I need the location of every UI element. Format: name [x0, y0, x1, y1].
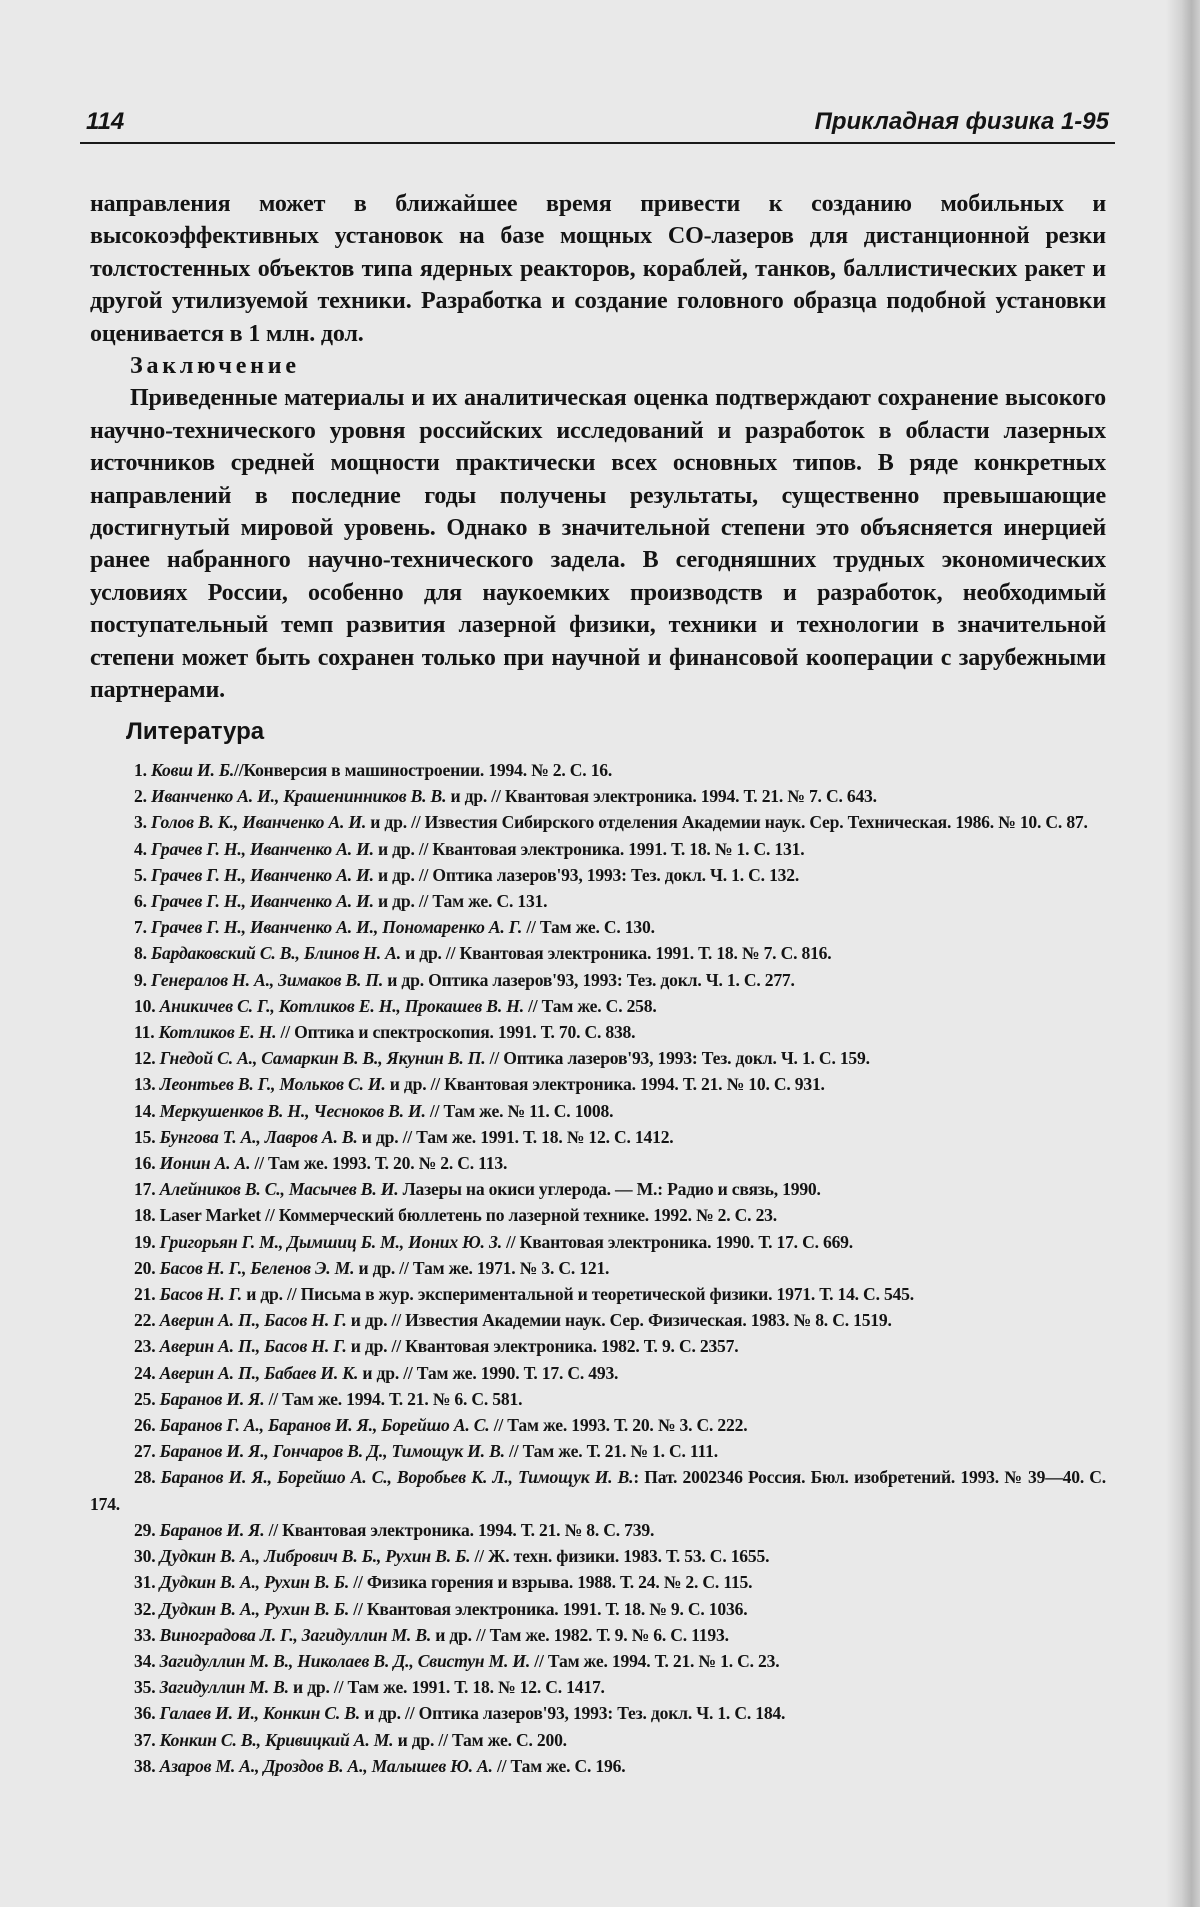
- reference-source: Лазеры на окиси углерода. — М.: Радио и связь, 1990.: [398, 1179, 821, 1200]
- reference-item: [90, 783, 1106, 809]
- reference-authors: Аверин А. П., Басов Н. Г.: [159, 1336, 347, 1357]
- reference-source: // Квантовая электроника. 1990. Т. 17. С. 669.: [501, 1231, 853, 1252]
- reference-item: [90, 1648, 1106, 1674]
- reference-number: 30.: [134, 1546, 156, 1567]
- reference-number: 12.: [134, 1048, 156, 1069]
- reference-item: [90, 1543, 1106, 1569]
- page-edge-shadow: [1166, 0, 1200, 1907]
- reference-authors: Загидуллин М. В.: [159, 1677, 289, 1698]
- reference-item: [90, 1674, 1106, 1700]
- reference-number: 25.: [134, 1388, 156, 1409]
- reference-authors: Грачев Г. Н., Иванченко А. И., Пономаренко А. Г.: [151, 917, 523, 938]
- reference-item: [90, 1464, 1106, 1516]
- reference-number: 17.: [134, 1179, 156, 1200]
- reference-item: [90, 1229, 1106, 1255]
- reference-source: и др. // Письма в жур. экспериментальной и теоретической физики. 1971. Т. 14. С. 545.: [242, 1284, 914, 1305]
- reference-number: 4.: [134, 838, 147, 859]
- reference-authors: Виноградова Л. Г., Загидуллин М. В.: [159, 1624, 432, 1645]
- reference-authors: Григорьян Г. М., Дымшиц Б. М., Ионих Ю. З.: [159, 1231, 502, 1252]
- reference-item: [90, 1412, 1106, 1438]
- reference-item: [90, 1333, 1106, 1359]
- reference-number: 18.: [134, 1205, 156, 1226]
- reference-authors: Иванченко А. И., Крашенинников В. В.: [151, 786, 447, 807]
- reference-number: 33.: [134, 1624, 156, 1645]
- reference-authors: Бардаковский С. В., Блинов Н. А.: [151, 943, 401, 964]
- reference-number: 26.: [134, 1415, 156, 1436]
- reference-authors: Баранов И. Я.: [159, 1519, 265, 1540]
- reference-number: 35.: [134, 1677, 156, 1698]
- reference-number: 19.: [134, 1231, 156, 1252]
- reference-source: // Там же. С. 130.: [522, 917, 655, 938]
- reference-authors: Ковш И. Б.: [151, 760, 235, 780]
- reference-number: 9.: [134, 969, 147, 990]
- reference-item: [90, 1596, 1106, 1622]
- reference-source: //Конверсия в машиностроении. 1994. № 2. С. 16.: [234, 760, 613, 780]
- reference-number: 23.: [134, 1336, 156, 1357]
- reference-number: 6.: [134, 891, 147, 912]
- reference-authors: Аверин А. П., Бабаев И. К.: [159, 1362, 359, 1383]
- reference-number: 13.: [134, 1074, 156, 1095]
- reference-item: [90, 1098, 1106, 1124]
- reference-number: 38.: [134, 1755, 156, 1776]
- reference-number: 1.: [134, 760, 147, 780]
- reference-number: 3.: [134, 812, 147, 833]
- reference-number: 5.: [134, 864, 147, 885]
- reference-number: 27.: [134, 1441, 156, 1462]
- reference-source: и др. // Известия Сибирского отделения Академии наук. Сер. Техническая. 1986. № 10. С. 87.: [366, 812, 1088, 833]
- reference-item: [90, 1019, 1106, 1045]
- reference-source: и др. // Квантовая электроника. 1991. Т. 18. № 7. С. 816.: [400, 943, 832, 964]
- reference-number: 31.: [134, 1572, 156, 1593]
- reference-item: [90, 757, 1106, 783]
- reference-item: [90, 1517, 1106, 1543]
- paragraph-1: направления может в ближайшее время привести к созданию мобильных и высокоэффективных установок на базе мощных CO-лазеров для дистанционной резки толстостенных объектов типа ядерных реакторов, кораблей, танков, баллистических ракет и другой утилизуемой техники. Разработка и создание головного образца подобной установки оценивается в 1 млн. дол.: [90, 191, 1106, 347]
- reference-authors: Меркушенков В. Н., Чесноков В. И.: [159, 1100, 426, 1121]
- reference-source: // Там же. Т. 21. № 1. С. 111.: [504, 1441, 718, 1462]
- reference-authors: Грачев Г. Н., Иванченко А. И.: [151, 891, 374, 912]
- reference-authors: Грачев Г. Н., Иванченко А. И.: [151, 838, 374, 859]
- reference-number: 22.: [134, 1310, 156, 1331]
- reference-item: [90, 1753, 1106, 1779]
- reference-source: и др. // Там же. 1991. Т. 18. № 12. С. 1417.: [288, 1677, 605, 1698]
- reference-authors: Гнедой С. А., Самаркин В. В., Якунин В. П.: [159, 1048, 486, 1069]
- reference-item: [90, 1124, 1106, 1150]
- reference-source: и др. // Оптика лазеров'93, 1993: Тез. докл. Ч. 1. С. 132.: [373, 864, 800, 885]
- reference-item: [90, 862, 1106, 888]
- reference-number: 8.: [134, 943, 147, 964]
- reference-source: и др. // Там же. С. 200.: [393, 1729, 567, 1750]
- reference-source: и др. // Квантовая электроника. 1994. Т. 21. № 7. С. 643.: [446, 786, 877, 807]
- reference-item: [90, 1438, 1106, 1464]
- page-header: [80, 106, 1115, 144]
- reference-number: 10.: [134, 995, 156, 1016]
- reference-authors: Дудкин В. А., Рухин В. Б.: [159, 1572, 350, 1593]
- reference-item: [90, 1700, 1106, 1726]
- reference-source: и др. // Оптика лазеров'93, 1993: Тез. докл. Ч. 1. С. 184.: [360, 1703, 786, 1724]
- paragraph-2: Приведенные материалы и их аналитическая оценка подтверждают сохранение высокого научно-технического уровня российских исследований и разработок в области лазерных источников средней мощности практически всех основных типов. В ряде конкретных направлений в последние годы получены результаты, существенно превышающие достигнутый мировой уровень. Однако в значительной степени это объясняется инерцией ранее набранного научно-технического задела. В сегодняшних трудных экономических условиях России, особенно для наукоемких производств и разработок, необходимый поступательный темп развития лазерной физики, техники и технологии в значительной степени может быть сохранен только при научной и финансовой кооперации с зарубежными партнерами.: [90, 385, 1106, 704]
- reference-number: 2.: [134, 786, 147, 807]
- reference-authors: Аникичев С. Г., Котликов Е. Н., Прокашев В. Н.: [159, 995, 524, 1016]
- reference-source: и др. // Там же. 1982. Т. 9. № 6. С. 1193.: [431, 1624, 729, 1645]
- reference-source: // Квантовая электроника. 1994. Т. 21. № 8. С. 739.: [264, 1519, 655, 1540]
- reference-source: // Ж. техн. физики. 1983. Т. 53. С. 1655.: [470, 1546, 770, 1567]
- reference-item: [90, 914, 1106, 940]
- reference-item: [90, 967, 1106, 993]
- reference-number: 16.: [134, 1153, 156, 1174]
- reference-authors: Голов В. К., Иванченко А. И.: [151, 812, 367, 833]
- reference-item: [90, 1176, 1106, 1202]
- reference-authors: Баранов И. Я., Борейшо А. С., Воробьев К. Л., Тимощук И. В.: [160, 1467, 634, 1488]
- references-list: [90, 757, 1106, 1779]
- reference-item: [90, 1202, 1106, 1228]
- reference-authors: Баранов И. Я.: [159, 1388, 265, 1409]
- body-text: [90, 188, 1106, 707]
- reference-authors: Грачев Г. Н., Иванченко А. И.: [151, 864, 374, 885]
- reference-authors: Азаров М. А., Дроздов В. А., Малышев Ю. А.: [159, 1755, 493, 1776]
- reference-item: [90, 1150, 1106, 1176]
- reference-authors: Басов Н. Г., Беленов Э. М.: [159, 1257, 355, 1278]
- reference-number: 11.: [134, 1022, 155, 1043]
- reference-source: // Оптика и спектроскопия. 1991. Т. 70. С. 838.: [276, 1022, 636, 1043]
- page-number: 114: [86, 108, 125, 135]
- reference-source: // Физика горения и взрыва. 1988. Т. 24. № 2. С. 115.: [349, 1572, 753, 1593]
- reference-source: // Там же. 1993. Т. 20. № 2. С. 113.: [250, 1153, 508, 1174]
- reference-item: [90, 1569, 1106, 1595]
- reference-source: // Оптика лазеров'93, 1993: Тез. докл. Ч. 1. С. 159.: [485, 1048, 870, 1069]
- reference-authors: Галаев И. И., Конкин С. В.: [159, 1703, 361, 1724]
- reference-authors: Загидуллин М. В., Николаев В. Д., Свистун М. И.: [159, 1650, 531, 1671]
- reference-source: : Пат. 2002346 Россия. Бюл. изобретений. 1993. № 39—40. С. 174.: [90, 1467, 1106, 1514]
- reference-item: [90, 940, 1106, 966]
- reference-number: 37.: [134, 1729, 156, 1750]
- reference-number: 34.: [134, 1650, 156, 1671]
- reference-authors: Леонтьев В. Г., Мольков С. И.: [159, 1074, 386, 1095]
- reference-source: // Там же. № 11. С. 1008.: [425, 1100, 614, 1121]
- reference-authors: Бунгова Т. А., Лавров А. В.: [159, 1126, 358, 1147]
- references-title: Литература: [126, 718, 265, 745]
- reference-source: // Там же. С. 196.: [492, 1755, 626, 1776]
- reference-authors: Котликов Е. Н.: [158, 1022, 277, 1043]
- reference-authors: Баранов Г. А., Баранов И. Я., Борейшо А. С.: [159, 1415, 490, 1436]
- reference-item: [90, 1360, 1106, 1386]
- reference-authors: Конкин С. В., Кривицкий А. М.: [159, 1729, 394, 1750]
- reference-number: 32.: [134, 1598, 156, 1619]
- reference-item: [90, 1255, 1106, 1281]
- reference-source: // Там же. 1993. Т. 20. № 3. С. 222.: [489, 1415, 748, 1436]
- reference-number: 24.: [134, 1362, 156, 1383]
- reference-item: [90, 1727, 1106, 1753]
- reference-source: и др. // Там же. С. 131.: [373, 891, 548, 912]
- reference-number: 7.: [134, 917, 147, 938]
- reference-source: // Квантовая электроника. 1991. Т. 18. № 9. С. 1036.: [349, 1598, 748, 1619]
- reference-source: и др. // Там же. 1991. Т. 18. № 12. С. 1412.: [357, 1126, 674, 1147]
- reference-authors: Дудкин В. А., Либрович В. Б., Рухин В. Б.: [159, 1546, 471, 1567]
- reference-number: 28.: [134, 1467, 156, 1488]
- section-title: Заключение: [130, 353, 300, 380]
- reference-source: и др. Оптика лазеров'93, 1993: Тез. докл. Ч. 1. С. 277.: [383, 969, 795, 990]
- reference-number: 14.: [134, 1100, 156, 1121]
- reference-authors: Ионин А. А.: [159, 1153, 251, 1174]
- reference-authors: Алейников В. С., Масычев В. И.: [159, 1179, 399, 1200]
- reference-item: [90, 1071, 1106, 1097]
- reference-item: [90, 1281, 1106, 1307]
- reference-number: 36.: [134, 1703, 156, 1724]
- reference-source: и др. // Там же. 1990. Т. 17. С. 493.: [358, 1362, 619, 1383]
- reference-source: и др. // Квантовая электроника. 1991. Т. 18. № 1. С. 131.: [373, 838, 805, 859]
- reference-number: 29.: [134, 1519, 156, 1540]
- reference-item: [90, 1386, 1106, 1412]
- reference-source: и др. // Известия Академии наук. Сер. Физическая. 1983. № 8. С. 1519.: [346, 1310, 892, 1331]
- reference-number: 21.: [134, 1284, 156, 1305]
- reference-item: [90, 1622, 1106, 1648]
- reference-item: [90, 888, 1106, 914]
- reference-item: [90, 836, 1106, 862]
- reference-number: 15.: [134, 1126, 156, 1147]
- reference-source: и др. // Там же. 1971. № 3. С. 121.: [354, 1257, 610, 1278]
- reference-number: 20.: [134, 1257, 156, 1278]
- reference-authors: Басов Н. Г.: [159, 1284, 242, 1305]
- reference-source: // Там же. 1994. Т. 21. № 6. С. 581.: [264, 1388, 523, 1409]
- reference-item: [90, 1307, 1106, 1333]
- reference-item: [90, 993, 1106, 1019]
- reference-source: и др. // Квантовая электроника. 1982. Т. 9. С. 2357.: [346, 1336, 739, 1357]
- journal-page: [80, 0, 1115, 1907]
- reference-authors: Аверин А. П., Басов Н. Г.: [159, 1310, 347, 1331]
- reference-source: и др. // Квантовая электроника. 1994. Т. 21. № 10. С. 931.: [385, 1074, 825, 1095]
- reference-source: Laser Market // Коммерческий бюллетень по лазерной технике. 1992. № 2. С. 23.: [159, 1205, 777, 1226]
- reference-item: [90, 809, 1106, 835]
- reference-authors: Генералов Н. А., Зимаков В. П.: [151, 969, 384, 990]
- reference-source: // Там же. С. 258.: [523, 995, 657, 1016]
- running-title: Прикладная физика 1-95: [814, 108, 1109, 135]
- reference-item: [90, 1045, 1106, 1071]
- reference-authors: Дудкин В. А., Рухин В. Б.: [159, 1598, 350, 1619]
- reference-authors: Баранов И. Я., Гончаров В. Д., Тимощук И. В.: [159, 1441, 505, 1462]
- reference-source: // Там же. 1994. Т. 21. № 1. С. 23.: [530, 1650, 780, 1671]
